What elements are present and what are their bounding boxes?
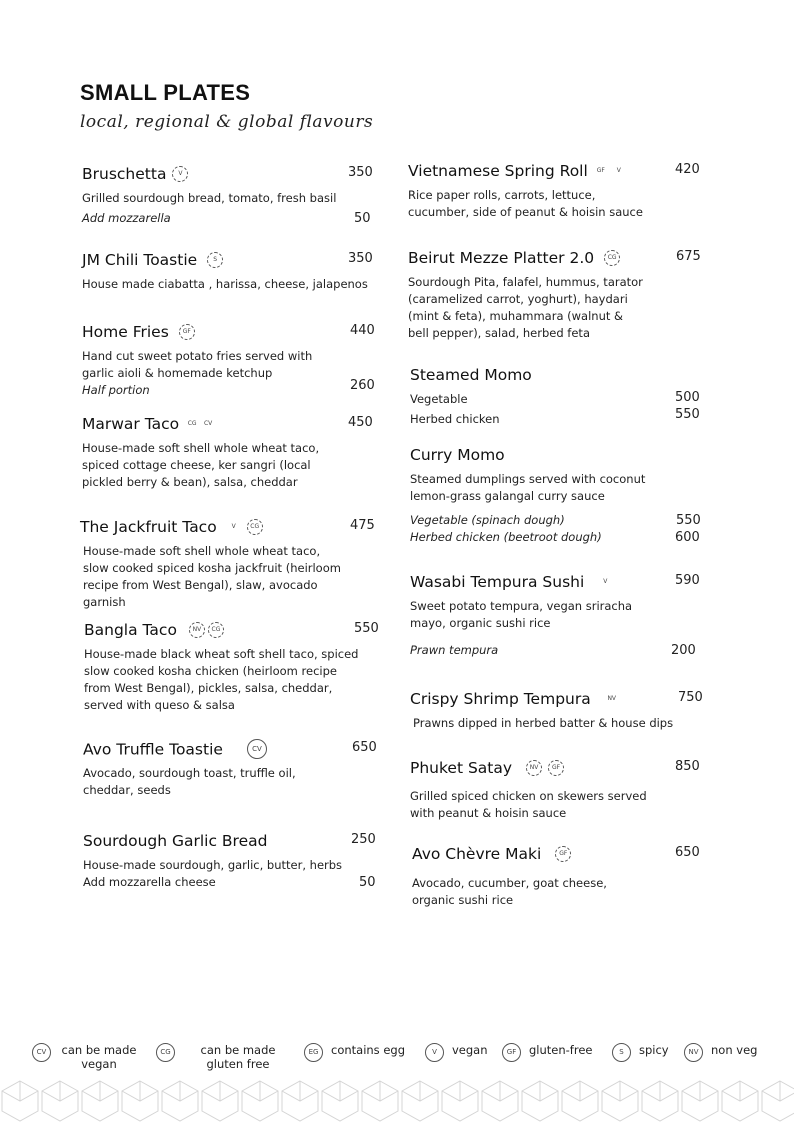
item-price: 350 xyxy=(348,165,373,180)
addon-label: Add mozzarella xyxy=(82,211,171,225)
item-option xyxy=(410,529,710,546)
item-description: Sweet potato tempura, vegan sriracha mayo, organic sushi rice xyxy=(410,599,633,630)
vegan-icon: V xyxy=(425,1043,444,1062)
item-name: Marwar Taco xyxy=(82,415,180,433)
item-description: House-made black wheat soft shell taco, spiced slow cooked kosha chicken (heirloom recipe from West Bengal), pickles, salsa, cheddar, served with queso & salsa xyxy=(84,647,359,712)
menu-item-garlic-bread xyxy=(83,832,383,891)
item-option xyxy=(410,391,710,411)
item-price: 650 xyxy=(675,845,700,860)
option-price: 550 xyxy=(676,513,701,528)
item-description: House-made soft shell whole wheat taco, slow cooked spiced kosha jackfruit (heirloom recipe from West Bengal), slaw, avocado garnish xyxy=(83,544,341,609)
option-label: Vegetable (spinach dough) xyxy=(410,513,565,527)
menu-item-bangla-taco xyxy=(84,621,384,714)
menu-item-avo-chevre-maki xyxy=(412,845,712,909)
menu-item-wasabi-sushi xyxy=(410,573,710,659)
option-label: Herbed chicken (beetroot dough) xyxy=(410,530,602,544)
item-name: Avo Chèvre Maki xyxy=(412,845,542,863)
item-description: Grilled sourdough bread, tomato, fresh basil xyxy=(82,191,337,205)
item-description: House made ciabatta , harissa, cheese, jalapenos xyxy=(82,277,368,291)
gluten-free-option-badge-icon: CG xyxy=(187,419,197,427)
non-veg-badge-icon: NV xyxy=(607,694,617,702)
legend-label: can be made gluten free xyxy=(200,1043,276,1071)
item-addon xyxy=(410,642,710,659)
addon-price: 200 xyxy=(671,643,696,658)
item-name: Home Fries xyxy=(82,323,169,341)
item-description: Avocado, sourdough toast, truffle oil, cheddar, seeds xyxy=(83,766,296,797)
egg-icon: EG xyxy=(304,1043,323,1062)
item-name: Crispy Shrimp Tempura xyxy=(410,690,591,708)
item-addon xyxy=(82,210,377,227)
vegan-badge-icon: V xyxy=(616,166,621,174)
addon-price: 260 xyxy=(350,378,375,393)
menu-item-chili-toastie xyxy=(82,251,377,293)
item-description: Prawns dipped in herbed batter & house dips xyxy=(413,716,674,730)
item-addon xyxy=(82,378,377,399)
legend-label: non veg xyxy=(711,1043,758,1057)
item-name: The Jackfruit Taco xyxy=(80,518,217,536)
item-price: 450 xyxy=(348,415,373,430)
legend-item-eg xyxy=(304,1043,405,1062)
vegan-option-icon: CV xyxy=(32,1043,51,1062)
item-description: Grilled spiced chicken on skewers served with peanut & hoisin sauce xyxy=(410,789,647,820)
item-price: 250 xyxy=(351,832,376,847)
legend-label: gluten-free xyxy=(529,1043,593,1057)
decorative-hexagon-pattern xyxy=(0,1079,794,1123)
item-name: Vietnamese Spring Roll xyxy=(408,162,588,180)
dietary-legend xyxy=(32,1043,774,1083)
addon-price: 50 xyxy=(359,875,376,890)
spicy-icon: S xyxy=(612,1043,631,1062)
item-name: JM Chili Toastie xyxy=(82,251,198,269)
item-price: 850 xyxy=(675,759,700,774)
option-label: Herbed chicken xyxy=(410,412,500,426)
menu-item-marwar-taco xyxy=(82,415,377,491)
item-price: 350 xyxy=(348,251,373,266)
item-option xyxy=(410,407,710,428)
page-title: SMALL PLATES xyxy=(80,80,251,105)
item-price: 750 xyxy=(678,690,703,705)
menu-item-phuket-satay xyxy=(410,759,710,822)
item-name: Phuket Satay xyxy=(410,759,513,777)
gluten-free-badge-icon: GF xyxy=(555,846,571,862)
item-description: Steamed dumplings served with coconut lemon-grass galangal curry sauce xyxy=(410,472,646,503)
item-addon xyxy=(83,874,383,891)
addon-label: Half portion xyxy=(82,383,150,397)
item-price: 675 xyxy=(676,249,701,264)
legend-item-nv xyxy=(684,1043,757,1062)
menu-item-avo-truffle-toastie xyxy=(83,740,383,799)
item-description: Rice paper rolls, carrots, lettuce, cucumber, side of peanut & hoisin sauce xyxy=(408,188,643,219)
legend-label: vegan xyxy=(452,1043,488,1057)
gluten-free-option-icon: CG xyxy=(156,1043,175,1062)
item-description: Avocado, cucumber, goat cheese, organic sushi rice xyxy=(412,876,607,907)
legend-item-cg xyxy=(156,1043,293,1071)
vegan-badge-icon: V xyxy=(231,522,236,530)
item-name: Avo Truffle Toastie xyxy=(83,740,223,759)
item-price: 420 xyxy=(675,162,700,177)
item-name: Bruschetta xyxy=(82,165,167,183)
gluten-free-badge-icon: GF xyxy=(596,166,605,174)
menu-item-steamed-momo xyxy=(410,366,710,428)
addon-price: 50 xyxy=(354,211,371,226)
menu-item-bruschetta xyxy=(82,165,377,227)
item-price: 550 xyxy=(354,621,379,636)
option-price: 600 xyxy=(675,530,700,545)
item-name: Sourdough Garlic Bread xyxy=(83,832,268,850)
non-veg-icon: NV xyxy=(684,1043,703,1062)
item-description: Hand cut sweet potato fries served with garlic aioli & homemade ketchup xyxy=(82,349,313,380)
item-name: Bangla Taco xyxy=(84,621,177,639)
menu-item-jackfruit-taco xyxy=(80,518,380,611)
addon-label: Add mozzarella cheese xyxy=(83,875,216,889)
legend-label: can be made vegan xyxy=(61,1043,137,1071)
item-name: Curry Momo xyxy=(410,446,505,464)
vegan-badge-icon: V xyxy=(603,577,608,585)
item-description: House-made sourdough, garlic, butter, herbs xyxy=(83,858,343,872)
item-price: 440 xyxy=(350,323,375,338)
gluten-free-icon: GF xyxy=(502,1043,521,1062)
legend-item-gf xyxy=(502,1043,592,1062)
item-description: Sourdough Pita, falafel, hummus, tarator (caramelized carrot, yoghurt), haydari (mint & feta), muhammara (walnut & bell pepper), salad, herbed feta xyxy=(408,275,643,340)
menu-item-spring-roll xyxy=(408,162,708,221)
item-name: Steamed Momo xyxy=(410,366,532,384)
legend-label: contains egg xyxy=(331,1043,406,1057)
option-label: Vegetable xyxy=(410,392,468,406)
item-description: House-made soft shell whole wheat taco, spiced cottage cheese, ker sangri (local pickled berry & bean), salsa, cheddar xyxy=(82,441,320,489)
menu-item-mezze-platter xyxy=(408,249,708,342)
item-name: Beirut Mezze Platter 2.0 xyxy=(408,249,595,267)
item-name: Wasabi Tempura Sushi xyxy=(410,573,585,591)
vegan-badge-icon: V xyxy=(172,166,188,182)
menu-item-shrimp-tempura xyxy=(410,690,710,732)
menu-item-curry-momo xyxy=(410,446,710,546)
non-veg-badge-icon: NV xyxy=(526,760,542,776)
menu-item-home-fries xyxy=(82,323,377,399)
item-price: 650 xyxy=(352,740,377,755)
gluten-free-option-badge-icon: CG xyxy=(208,622,224,638)
vegan-option-badge-icon: CV xyxy=(247,739,267,759)
addon-label: Prawn tempura xyxy=(410,643,499,657)
gluten-free-option-badge-icon: CG xyxy=(604,250,620,266)
option-price: 500 xyxy=(675,390,700,405)
item-option xyxy=(410,512,710,529)
gluten-free-badge-icon: GF xyxy=(179,324,195,340)
vegan-option-badge-icon: CV xyxy=(203,419,213,427)
legend-item-s xyxy=(612,1043,669,1062)
item-price: 590 xyxy=(675,573,700,588)
gluten-free-option-badge-icon: CG xyxy=(247,519,263,535)
item-price: 475 xyxy=(350,518,375,533)
page-subtitle: local, regional & global flavours xyxy=(80,112,374,132)
non-veg-badge-icon: NV xyxy=(189,622,205,638)
legend-label: spicy xyxy=(639,1043,669,1057)
legend-item-v xyxy=(425,1043,488,1062)
spicy-badge-icon: S xyxy=(207,252,223,268)
gluten-free-badge-icon: GF xyxy=(548,760,564,776)
option-price: 550 xyxy=(675,407,700,422)
legend-item-cv xyxy=(32,1043,139,1071)
